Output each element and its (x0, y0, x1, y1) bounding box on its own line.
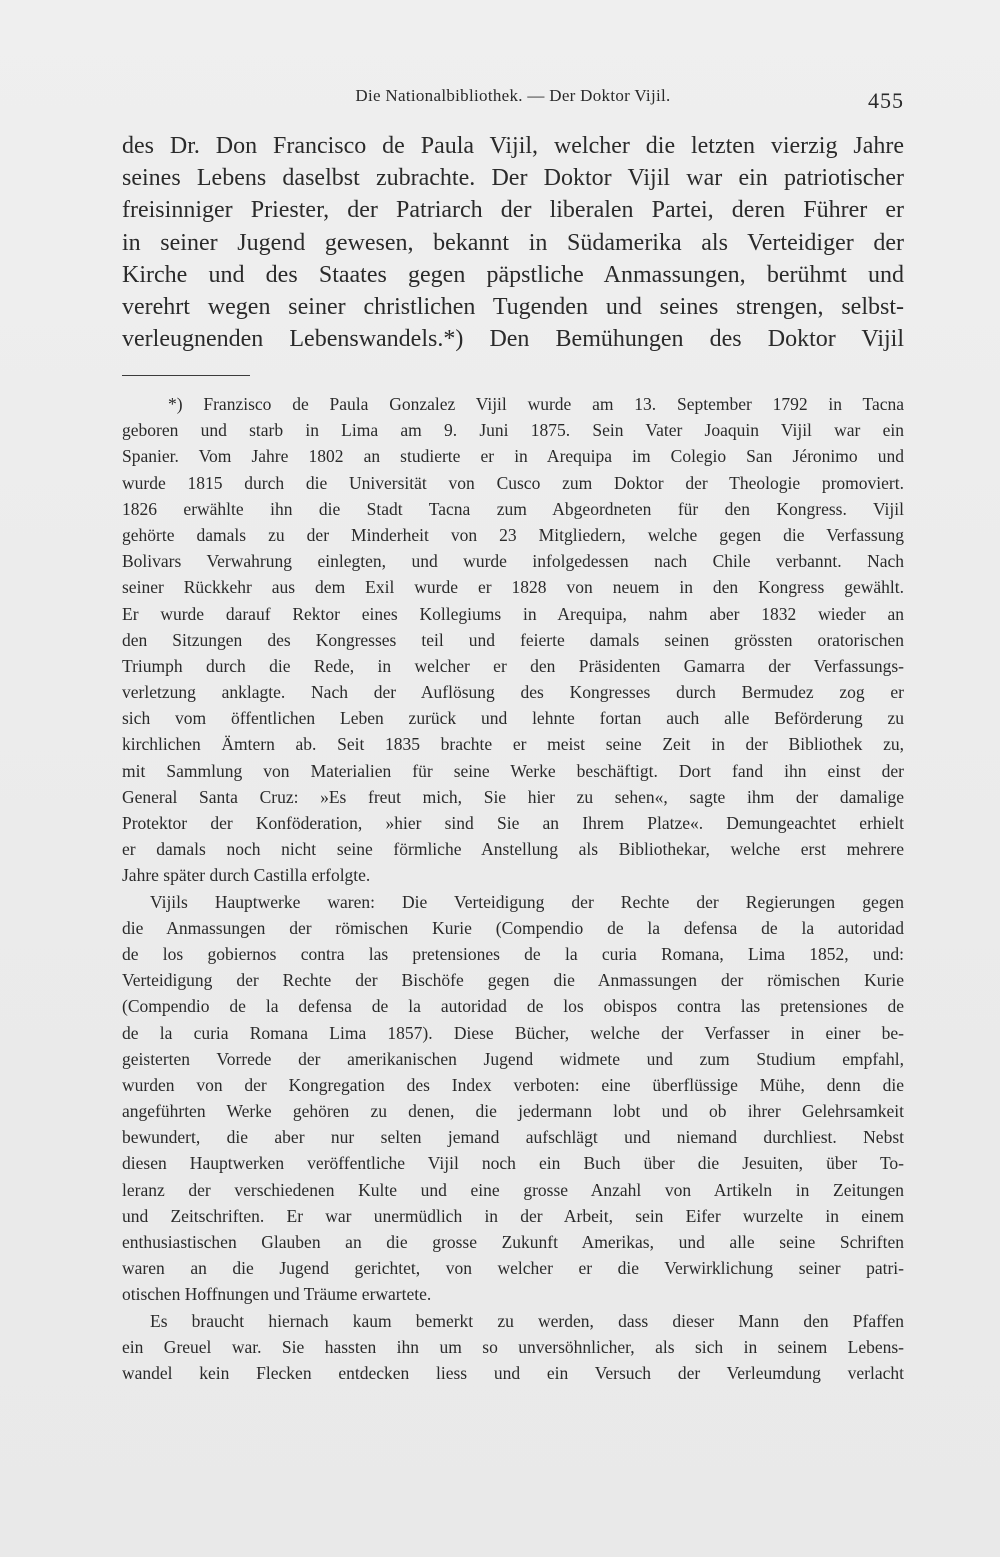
footnote-line: *) Franzisco de Paula Gonzalez Vijil wurde am 13. September 1792 in Tacna (168, 394, 904, 414)
main-text-block (122, 130, 904, 355)
footnote-line: mit Sammlung von Materialien für seine Werke beschäftigt. Dort fand ihn einst der (122, 760, 904, 781)
footnote-line: de la curia Romana Lima 1857). Diese Bücher, welche der Verfasser in einer be- (122, 1022, 904, 1043)
footnote-line: General Santa Cruz: »Es freut mich, Sie hier zu sehen«, sagte ihm der damalige (122, 786, 904, 807)
footnote-line: 1826 erwählte ihn die Stadt Tacna zum Abgeordneten für den Kongress. Vijil (122, 498, 904, 519)
footnote-line: wurde 1815 durch die Universität von Cusco zum Doktor der Theologie promoviert. (122, 472, 904, 493)
main-text-line: seines Lebens daselbst zubrachte. Der Doktor Vijil war ein patriotischer (122, 165, 904, 192)
footnote-line: verletzung anklagte. Nach der Auflösung des Kongresses durch Bermudez zog er (122, 682, 904, 703)
footnote-line: wurden von der Kongregation des Index verboten: eine überflüssige Mühe, denn die (122, 1074, 904, 1095)
footnote-line: bewundert, die aber nur selten jemand aufschlägt und niemand durchliest. Nebst (122, 1127, 904, 1148)
footnote-line: angeführten Werke gehören zu denen, die jedermann lobt und ob ihrer Gelehrsamkeit (122, 1101, 904, 1122)
main-text-line: Kirche und des Staates gegen päpstliche Anmassungen, berühmt und (122, 261, 904, 288)
footnote-line: den Sitzungen des Kongresses teil und feierte damals seinen grössten oratorischen (122, 629, 904, 650)
page-number: 455 (868, 88, 904, 113)
footnote-line: Protektor der Konföderation, »hier sind Sie an Ihrem Platze«. Demungeachtet erhielt (122, 813, 904, 833)
footnote-line: Bolivars Verwahrung einlegten, und wurde infolgedessen nach Chile verbannt. Nach (122, 551, 904, 572)
footnote-line: sich vom öffentlichen Leben zurück und lehnte fortan auch alle Beförderung zu (122, 708, 904, 729)
footnote-line: Vijils Hauptwerke waren: Die Verteidigung der Rechte der Regierungen gegen (150, 891, 904, 912)
footnote-line: seiner Rückkehr aus dem Exil wurde er 1828 von neuem in den Kongress gewählt. (122, 577, 904, 598)
footnote-line: Jahre später durch Castilla erfolgte. (122, 865, 371, 886)
footnote-line: er damals noch nicht seine förmliche Anstellung als Bibliothekar, welche erst mehrere (122, 839, 904, 860)
running-title: Die Nationalbibliothek. — Der Doktor Vijil. (355, 86, 671, 105)
main-text-line: des Dr. Don Francisco de Paula Vijil, welcher die letzten vierzig Jahre (122, 133, 904, 159)
footnote-line: wandel kein Flecken entdecken liess und ein Versuch der Verleumdung verlacht (122, 1362, 904, 1383)
footnote-line: und Zeitschriften. Er war unermüdlich in der Arbeit, sein Eifer wurzelte in einem (122, 1205, 904, 1226)
footnote-line: kirchlichen Ämtern ab. Seit 1835 brachte er meist seine Zeit in der Bibliothek zu, (122, 734, 904, 755)
main-text-line: verehrt wegen seiner christlichen Tugenden und seines strengen, selbst- (122, 293, 904, 320)
footnote-line: geisterten Vorrede der amerikanischen Jugend widmete und zum Studium empfahl, (122, 1048, 904, 1069)
main-text-line: freisinniger Priester, der Patriarch der liberalen Partei, deren Führer er (122, 197, 904, 224)
footnote-line: otischen Hoffnungen und Träume erwartete. (122, 1284, 432, 1305)
footnote-line: Spanier. Vom Jahre 1802 an studierte er in Arequipa im Colegio San Jéronimo und (122, 446, 904, 467)
main-text-line: verleugnenden Lebenswandels.*) Den Bemühungen des Doktor Vijil (122, 326, 904, 353)
footnote-line: (Compendio de la defensa de la autoridad de los obispos contra las pretensiones de (122, 996, 904, 1017)
footnote-line: Verteidigung der Rechte der Bischöfe gegen die Anmassungen der römischen Kurie (122, 970, 904, 991)
footnote-line: de los gobiernos contra las pretensiones de la curia Romana, Lima 1852, und: (122, 943, 904, 964)
footnote-line: diesen Hauptwerken veröffentliche Vijil noch ein Buch über die Jesuiten, über To- (122, 1153, 904, 1174)
main-text-line: in seiner Jugend gewesen, bekannt in Südamerika als Verteidiger der (122, 229, 904, 256)
footnote-block (122, 391, 904, 1386)
footnote-line: Triumph durch die Rede, in welcher er den Präsidenten Gamarra der Verfassungs- (122, 655, 904, 676)
footnote-line: enthusiastischen Glauben an die grosse Zukunft Amerikas, und alle seine Schriften (122, 1232, 904, 1252)
footnote-line: die Anmassungen der römischen Kurie (Compendio de la defensa de la autoridad (122, 917, 904, 938)
running-head (122, 82, 904, 112)
footnote-line: waren an die Jugend gerichtet, von welcher er die Verwirklichung seiner patri- (122, 1258, 904, 1279)
footnote-divider (122, 375, 250, 376)
footnote-line: Er wurde darauf Rektor eines Kollegiums in Arequipa, nahm aber 1832 wieder an (122, 603, 904, 624)
footnote-line: Es braucht hiernach kaum bemerkt zu werden, dass dieser Mann den Pfaffen (150, 1310, 904, 1331)
footnote-line: leranz der verschiedenen Kulte und eine grosse Anzahl von Artikeln in Zeitungen (122, 1179, 904, 1200)
footnote-line: geboren und starb in Lima am 9. Juni 1875. Sein Vater Joaquin Vijil war ein (122, 420, 904, 441)
footnote-line: gehörte damals zu der Minderheit von 23 Mitgliedern, welche gegen die Verfassung (122, 524, 904, 545)
footnote-line: ein Greuel war. Sie hassten ihn um so unversöhnlicher, als sich in seinem Lebens- (122, 1336, 904, 1357)
